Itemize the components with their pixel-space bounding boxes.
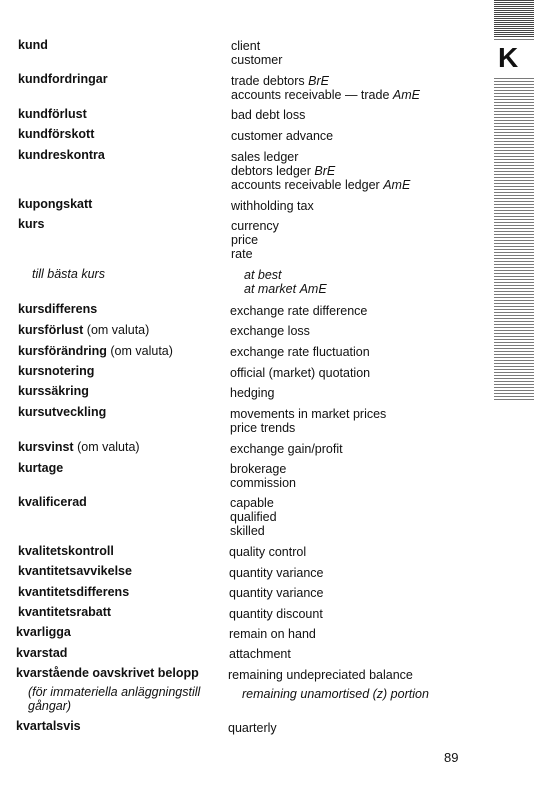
- entry-translation: quarterly: [228, 721, 277, 735]
- entry-translation: capable qualified skilled: [230, 496, 277, 538]
- entry-term: kundförskott: [18, 127, 95, 141]
- entry-translation: brokerage commission: [230, 462, 296, 490]
- entry-translation: exchange loss: [230, 324, 310, 338]
- entry-translation: quantity variance: [229, 566, 324, 580]
- entry-term: kurs: [18, 217, 45, 231]
- entry-translation: exchange rate difference: [230, 304, 368, 318]
- thumb-index-tab: [494, 0, 534, 400]
- entry-term: kvantitetsdifferens: [18, 585, 130, 599]
- entry-term: kursförändring (om valuta): [18, 344, 173, 358]
- entry-translation: quantity variance: [229, 586, 324, 600]
- thumb-letter: K: [498, 42, 519, 73]
- entry-term: kvartalsvis: [16, 719, 81, 733]
- entry-translation: movements in market prices price trends: [230, 407, 387, 435]
- entry-term: kund: [18, 38, 48, 52]
- entry-translation: remaining undepreciated balance: [228, 668, 413, 682]
- entry-term: kurtage: [18, 461, 64, 475]
- entry-term: kundfordringar: [18, 72, 108, 86]
- entry-translation: exchange gain/profit: [230, 442, 343, 456]
- entry-term: kvarligga: [16, 625, 71, 639]
- entry-translation: bad debt loss: [231, 108, 306, 122]
- entry-subterm: till bästa kurs: [32, 267, 105, 281]
- entry-translation: attachment: [229, 647, 291, 661]
- entry-term: kursutveckling: [18, 405, 107, 419]
- entry-term: kursdifferens: [18, 302, 98, 316]
- entry-translation: quality control: [229, 545, 307, 559]
- page-number: 89: [444, 750, 459, 765]
- entry-subterm: (för immateriella anläggningstillgångar): [28, 685, 201, 713]
- entry-term: kupongskatt: [18, 197, 93, 211]
- entry-term: kursnotering: [18, 364, 95, 378]
- entry-term: kvantitetsrabatt: [18, 605, 112, 619]
- entry-translation: currency price rate: [231, 219, 279, 261]
- entry-translation: exchange rate fluctuation: [230, 345, 370, 359]
- entry-translation: remain on hand: [229, 627, 316, 641]
- entry-translation: at best at market AmE: [244, 268, 327, 296]
- entry-translation: sales ledger debtors ledger BrE accounts receivable ledger AmE: [231, 150, 411, 192]
- entry-term: kurssäkring: [18, 384, 89, 398]
- entry-term: kvalificerad: [18, 495, 87, 509]
- entry-translation: withholding tax: [231, 199, 314, 213]
- entry-translation: official (market) quotation: [230, 366, 371, 380]
- thumb-top-stripes: [494, 0, 534, 38]
- entry-translation: quantity discount: [229, 607, 323, 621]
- entry-translation: trade debtors BrE accounts receivable — trade AmE: [231, 74, 420, 102]
- entry-translation: client customer: [231, 39, 283, 67]
- entry-term: kvantitetsavvikelse: [18, 564, 132, 578]
- thumb-letter-box: [494, 40, 534, 78]
- entry-translation: customer advance: [231, 129, 334, 143]
- entry-translation: remaining unamortised (z) portion: [242, 687, 429, 701]
- entry-translation: hedging: [230, 386, 275, 400]
- entry-term: kursförlust (om valuta): [18, 323, 150, 337]
- entry-term: kvarstad: [16, 646, 68, 660]
- entry-term: kvalitetskontroll: [18, 544, 114, 558]
- entry-term: kundreskontra: [18, 148, 105, 162]
- entry-term: kundförlust: [18, 107, 87, 121]
- entry-term: kvarstående oavskrivet belopp: [16, 666, 199, 680]
- entry-term: kursvinst (om valuta): [18, 440, 140, 454]
